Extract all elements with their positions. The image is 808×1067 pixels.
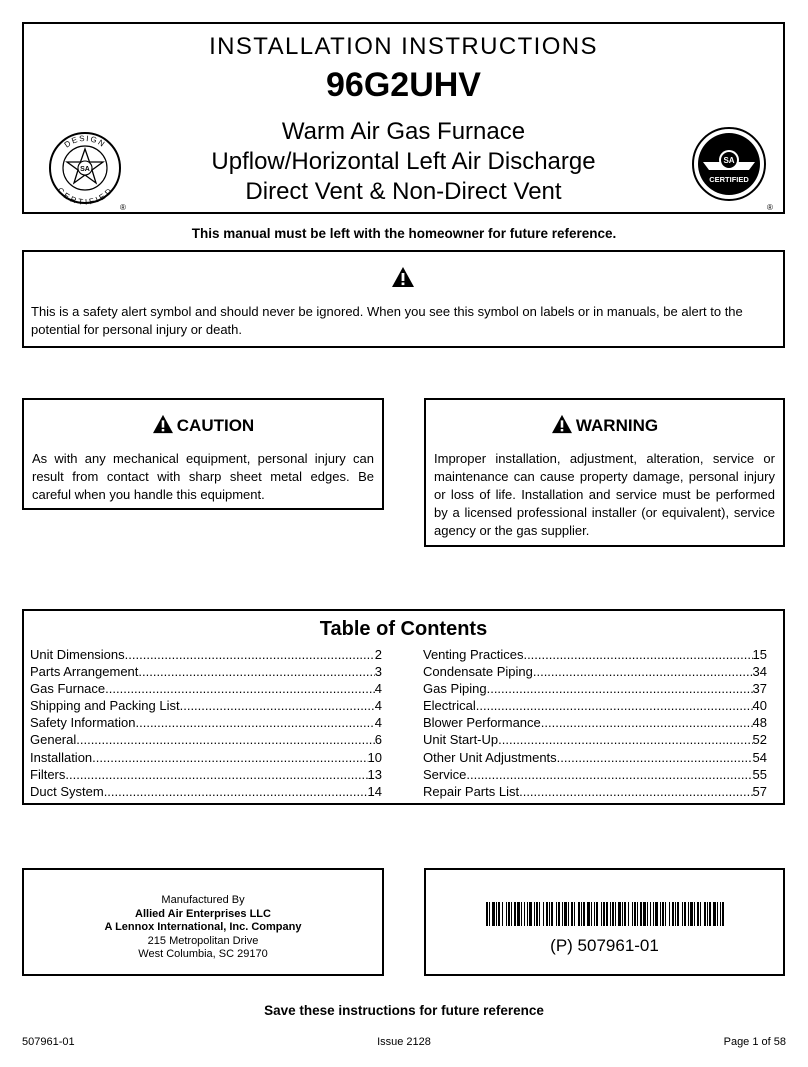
manufacturer-address-1: 215 Metropolitan Drive [147, 935, 259, 947]
right-logo-center-text: SA [723, 156, 735, 165]
toc-entry[interactable]: Venting Practices ..... 15 [423, 646, 767, 663]
barcode-bar [587, 902, 590, 926]
toc-entry[interactable]: Repair Parts List ..... 57 [423, 783, 767, 800]
barcode-bar [489, 902, 490, 926]
barcode-bar [628, 902, 629, 926]
warning-triangle-icon [391, 266, 415, 288]
left-logo-top-text: DESIGN [62, 133, 108, 150]
barcode-bar [521, 902, 522, 926]
left-logo-bottom-text: CERTIFIED [55, 185, 115, 207]
toc-entry[interactable]: Condensate Piping ..... 34 [423, 663, 767, 680]
toc-entry[interactable]: Service ..... 55 [423, 766, 767, 783]
csa-certified-logo [691, 126, 775, 212]
barcode-bar [612, 902, 614, 926]
barcode-bar [675, 902, 676, 926]
barcode-bar [603, 902, 605, 926]
footer-issue: Issue 2128 [377, 1036, 431, 1048]
toc-entry[interactable]: Gas Furnace ..... 4 [30, 680, 382, 697]
barcode-bar [508, 902, 510, 926]
toc-entry[interactable]: Unit Start-Up ..... 52 [423, 731, 767, 748]
table-of-contents [22, 609, 785, 805]
toc-entry[interactable]: Shipping and Packing List ..... 4 [30, 697, 382, 714]
barcode-bar [596, 902, 598, 926]
caution-heading [24, 414, 382, 436]
barcode-bar [534, 902, 535, 926]
barcode-bar [672, 902, 674, 926]
subtitle-line-3: Direct Vent & Non-Direct Vent [245, 178, 562, 205]
barcode-bar [707, 902, 708, 926]
barcode-bar [669, 902, 670, 926]
barcode-bar [578, 902, 580, 926]
toc-entry[interactable]: Unit Dimensions ..... 2 [30, 646, 382, 663]
barcode-bar [543, 902, 544, 926]
warning-box [424, 398, 785, 547]
toc-entry[interactable]: Safety Information ..... 4 [30, 714, 382, 731]
barcode-bar [601, 902, 602, 926]
barcode-bar [496, 902, 497, 926]
manufacturer-parent: A Lennox International, Inc. Company [104, 921, 302, 933]
barcode-bar [610, 902, 611, 926]
toc-entry[interactable]: General ..... 6 [30, 731, 382, 748]
toc-entry[interactable]: Blower Performance ..... 48 [423, 714, 767, 731]
warning-title: WARNING [575, 416, 659, 435]
barcode-bar [650, 902, 651, 926]
manufacturer-company: Allied Air Enterprises LLC [135, 908, 271, 920]
document-title: INSTALLATION INSTRUCTIONS [209, 33, 598, 60]
barcode-bar [722, 902, 724, 926]
barcode-bar [684, 902, 686, 926]
toc-entry[interactable]: Gas Piping ..... 37 [423, 680, 767, 697]
barcode-bar [688, 902, 689, 926]
subtitle-line-1: Warm Air Gas Furnace [281, 118, 526, 145]
barcode-bar [660, 902, 661, 926]
design-certified-logo [46, 130, 128, 212]
barcode-bar [591, 902, 592, 926]
barcode-bar [615, 902, 616, 926]
barcode-bar [506, 902, 507, 926]
barcode-bar [720, 902, 721, 926]
save-instructions-notice: Save these instructions for future reference [264, 1003, 544, 1018]
homeowner-notice: This manual must be left with the homeowner for future reference. [191, 226, 617, 241]
barcode-bar [492, 902, 495, 926]
barcode-bar [514, 902, 516, 926]
warning-heading [426, 414, 783, 436]
footer-page-number: Page 1 of 58 [723, 1036, 786, 1048]
manufacturer-address-2: West Columbia, SC 29170 [138, 948, 268, 960]
barcode-bar [682, 902, 683, 926]
barcode-bar [704, 902, 706, 926]
toc-entry[interactable]: Electrical ..... 40 [423, 697, 767, 714]
right-logo-registered: ® [767, 203, 773, 212]
barcode-box [424, 868, 785, 976]
barcode-bar [524, 902, 525, 926]
barcode-bar [690, 902, 693, 926]
barcode-bar [634, 902, 636, 926]
caution-text: As with any mechanical equipment, personal injury can result from contact with sharp sheet metal edges. Be careful when you handle this equipment. [32, 451, 374, 502]
barcode-bar [549, 902, 550, 926]
toc-entry[interactable]: Duct System ..... 14 [30, 783, 382, 800]
barcode-bar [486, 902, 488, 926]
barcode-bar [562, 902, 563, 926]
model-number: 96G2UHV [326, 66, 481, 104]
barcode-bar [655, 902, 658, 926]
warning-heading-icon [551, 414, 573, 434]
safety-alert-text: This is a safety alert symbol and should never be ignored. When you see this symbol on labels or in manuals, be alert to the potential for personal injury or death. [31, 304, 743, 337]
barcode-bar [574, 902, 575, 926]
barcode-bar [647, 902, 648, 926]
toc-entry[interactable]: Parts Arrangement ..... 3 [30, 663, 382, 680]
barcode-bar [517, 902, 520, 926]
barcode-bar [606, 902, 608, 926]
caution-box [22, 398, 384, 510]
safety-alert-box [22, 250, 785, 348]
barcode-bar [556, 902, 557, 926]
barcode-bar [694, 902, 695, 926]
barcode-bar [571, 902, 573, 926]
barcode-bar [640, 902, 642, 926]
barcode-bar [498, 902, 500, 926]
barcode-bar [632, 902, 633, 926]
barcode-bar [536, 902, 538, 926]
caution-title: CAUTION [176, 416, 255, 435]
barcode-bar [618, 902, 621, 926]
barcode-bar [594, 902, 595, 926]
barcode-bar [502, 902, 503, 926]
toc-right-column [423, 646, 767, 800]
right-logo-text: CERTIFIED [709, 175, 749, 184]
toc-entry[interactable]: Installation ..... 10 [30, 749, 382, 766]
barcode-bar [564, 902, 567, 926]
barcode-bar [643, 902, 646, 926]
barcode-bar [665, 902, 666, 926]
barcode-bar [558, 902, 560, 926]
toc-title: Table of Contents [319, 618, 488, 640]
barcode-bar [551, 902, 553, 926]
left-logo-registered: ® [120, 203, 126, 212]
barcode-bar [653, 902, 654, 926]
barcode-bar [546, 902, 548, 926]
barcode-bar [511, 902, 512, 926]
barcode-graphic [486, 902, 726, 926]
barcode-bar [637, 902, 638, 926]
barcode-bar [568, 902, 569, 926]
barcode-bar [624, 902, 626, 926]
subtitle-line-2: Upflow/Horizontal Left Air Discharge [211, 148, 596, 175]
toc-entry[interactable]: Filters ..... 13 [30, 766, 382, 783]
toc-left-column [30, 646, 382, 800]
barcode-bar [709, 902, 711, 926]
caution-triangle-icon [152, 414, 174, 434]
barcode-bar [583, 902, 585, 926]
barcode-bar [539, 902, 540, 926]
barcode-bar [581, 902, 582, 926]
barcode-bar [713, 902, 716, 926]
barcode-bar [697, 902, 699, 926]
barcode-bar [529, 902, 532, 926]
manufacturer-box [22, 868, 384, 976]
toc-entry[interactable]: Other Unit Adjustments ..... 54 [423, 749, 767, 766]
manufacturer-label: Manufactured By [161, 894, 245, 906]
barcode-bar [677, 902, 679, 926]
part-number: (P) 507961-01 [550, 936, 659, 955]
left-logo-center-text: SA [80, 166, 90, 173]
footer-doc-number: 507961-01 [22, 1036, 75, 1048]
barcode-bar [622, 902, 623, 926]
header-box [22, 22, 785, 214]
barcode-bar [527, 902, 528, 926]
warning-text: Improper installation, adjustment, alteration, service or maintenance can cause property damage, personal injury or loss of life. Installation and service must be performed by a licensed professional installer (or equivalent), service agency or the gas supplier. [434, 451, 775, 538]
barcode-bar [717, 902, 718, 926]
barcode-bar [700, 902, 701, 926]
barcode-bar [662, 902, 664, 926]
